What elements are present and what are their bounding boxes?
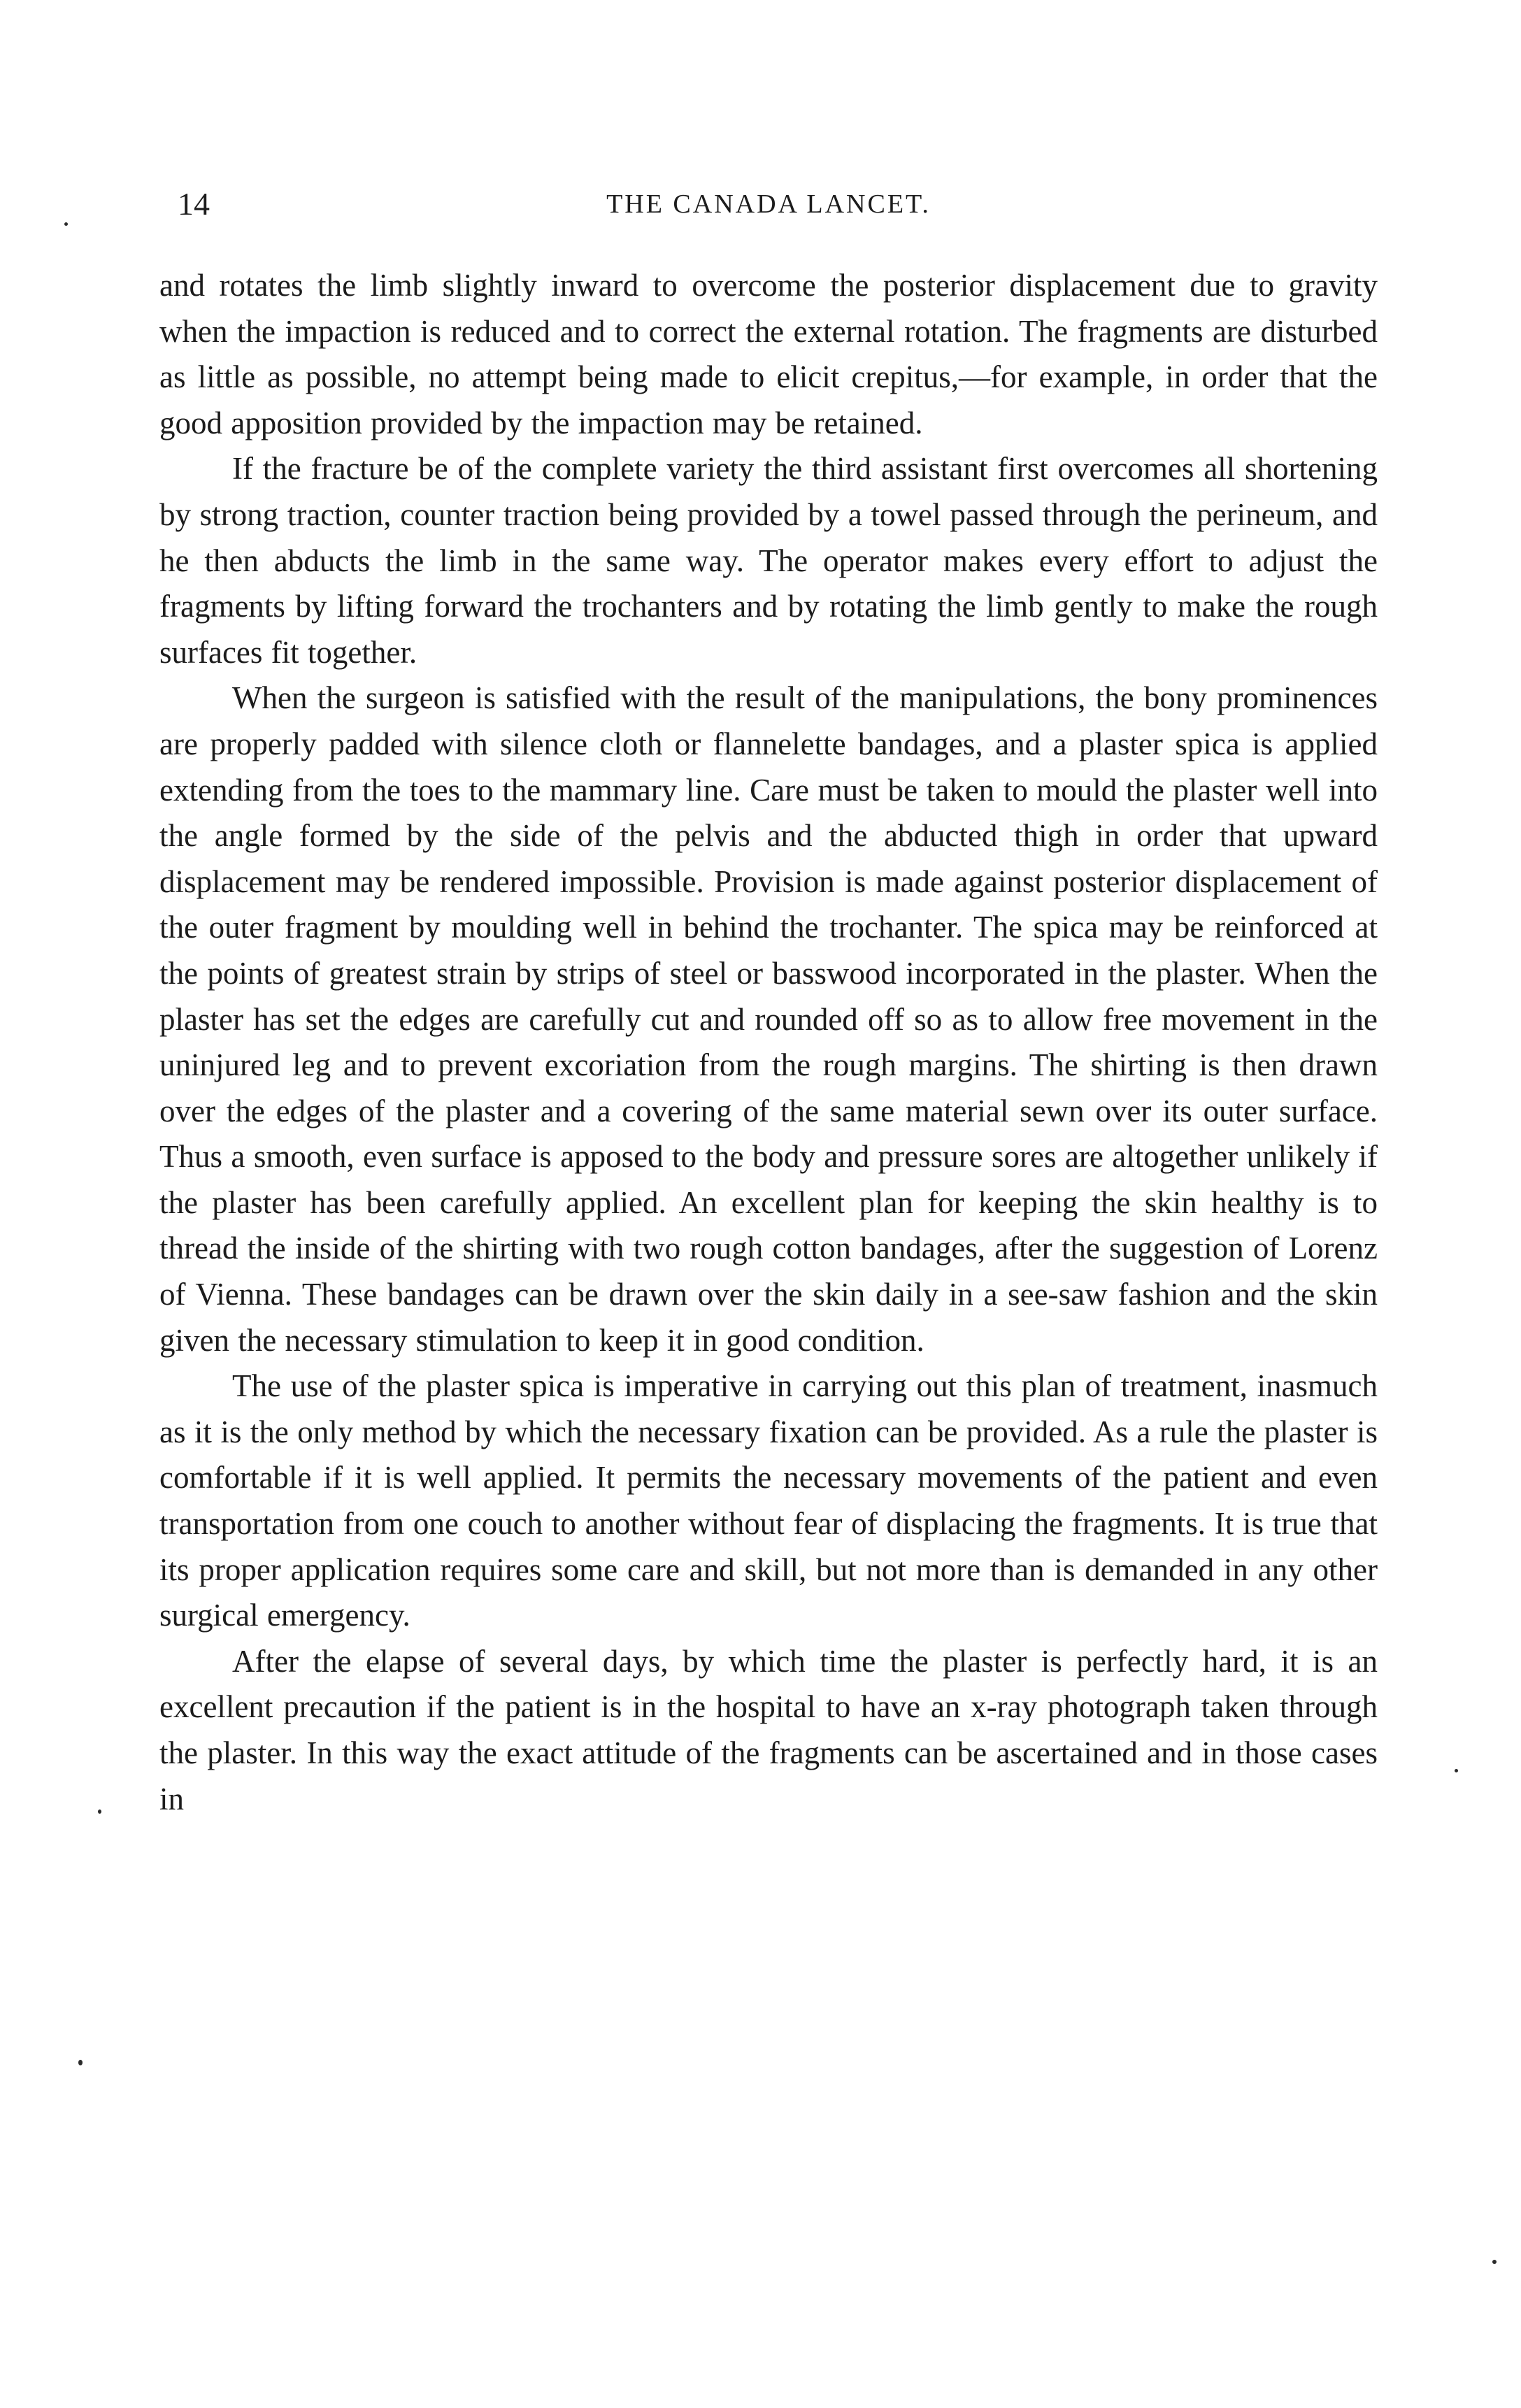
paragraph-5: After the elapse of several days, by which time the plaster is perfectly hard, it is an excellent precaution if the patient is in the hospital to have an x-ray photograph taken through the plaster. In this way the exact attitude of the fragments can be ascertained and in those cases in <box>159 1643 1378 1816</box>
scan-speck <box>98 1809 101 1814</box>
journal-title: THE CANADA LANCET. <box>606 189 931 219</box>
paragraph-1: and rotates the limb slightly inward to overcome the posterior displacement due to gravity when the impaction is reduced and to correct the external rotation. The fragments are disturbed as little as possible, no attempt being made to elicit crepitus,—for example, in order that the good apposition provided by the impaction may be retained. <box>159 268 1378 440</box>
running-head <box>159 183 1378 225</box>
paragraph-3: When the surgeon is satisfied with the result of the manipulations, the bony prominences are properly padded with silence cloth or flannelette bandages, and a plaster spica is applied extending from the toes to the mammary line. Care must be taken to mould the plaster well into the angle formed by the side of the pelvis and the abducted thigh in order that upward displacement may be rendered impossible. Provision is made against posterior displacement of the outer fragment by moulding well in behind the trochanter. The spica may be reinforced at the points of greatest strain by strips of steel or basswood incorporated in the plaster. When the plaster has set the edges are carefully cut and rounded off so as to allow free movement in the uninjured leg and to prevent excoriation from the rough margins. The shirting is then drawn over the edges of the plaster and a covering of the same material sewn over its outer surface. Thus a smooth, even surface is apposed to the body and pressure sores are altogether unlikely if the plaster has been carefully applied. An excellent plan for keeping the skin healthy is to thread the inside of the shirting with two rough cotton bandages, after the suggestion of Lorenz of Vienna. These bandages can be drawn over the skin daily in a see-saw fashion and the skin given the necessary stimulation to keep it in good condition. <box>159 680 1378 1358</box>
scan-speck <box>78 2060 83 2065</box>
scan-speck <box>64 222 68 226</box>
page-number: 14 <box>178 186 210 222</box>
paragraph-2: If the fracture be of the complete variety the third assistant first overcomes all shortening by strong traction, counter traction being provided by a towel passed through the perineum, and he then abducts the limb in the same way. The operator makes every effort to adjust the fragments by lifting forward the trochanters and by rotating the limb gently to make the rough surfaces fit together. <box>159 451 1378 670</box>
article-body <box>159 263 1378 1822</box>
paragraph-4: The use of the plaster spica is imperative in carrying out this plan of treatment, inasmuch as it is the only method by which the necessary fixation can be provided. As a rule the plaster is comfortable if it is well applied. It permits the necessary movements of the patient and even transportation from one couch to another without fear of displacing the fragments. It is true that its proper application requires some care and skill, but not more than is demanded in any other surgical emergency. <box>159 1368 1378 1633</box>
scan-speck <box>1492 2260 1497 2264</box>
scan-speck <box>1455 1769 1458 1772</box>
